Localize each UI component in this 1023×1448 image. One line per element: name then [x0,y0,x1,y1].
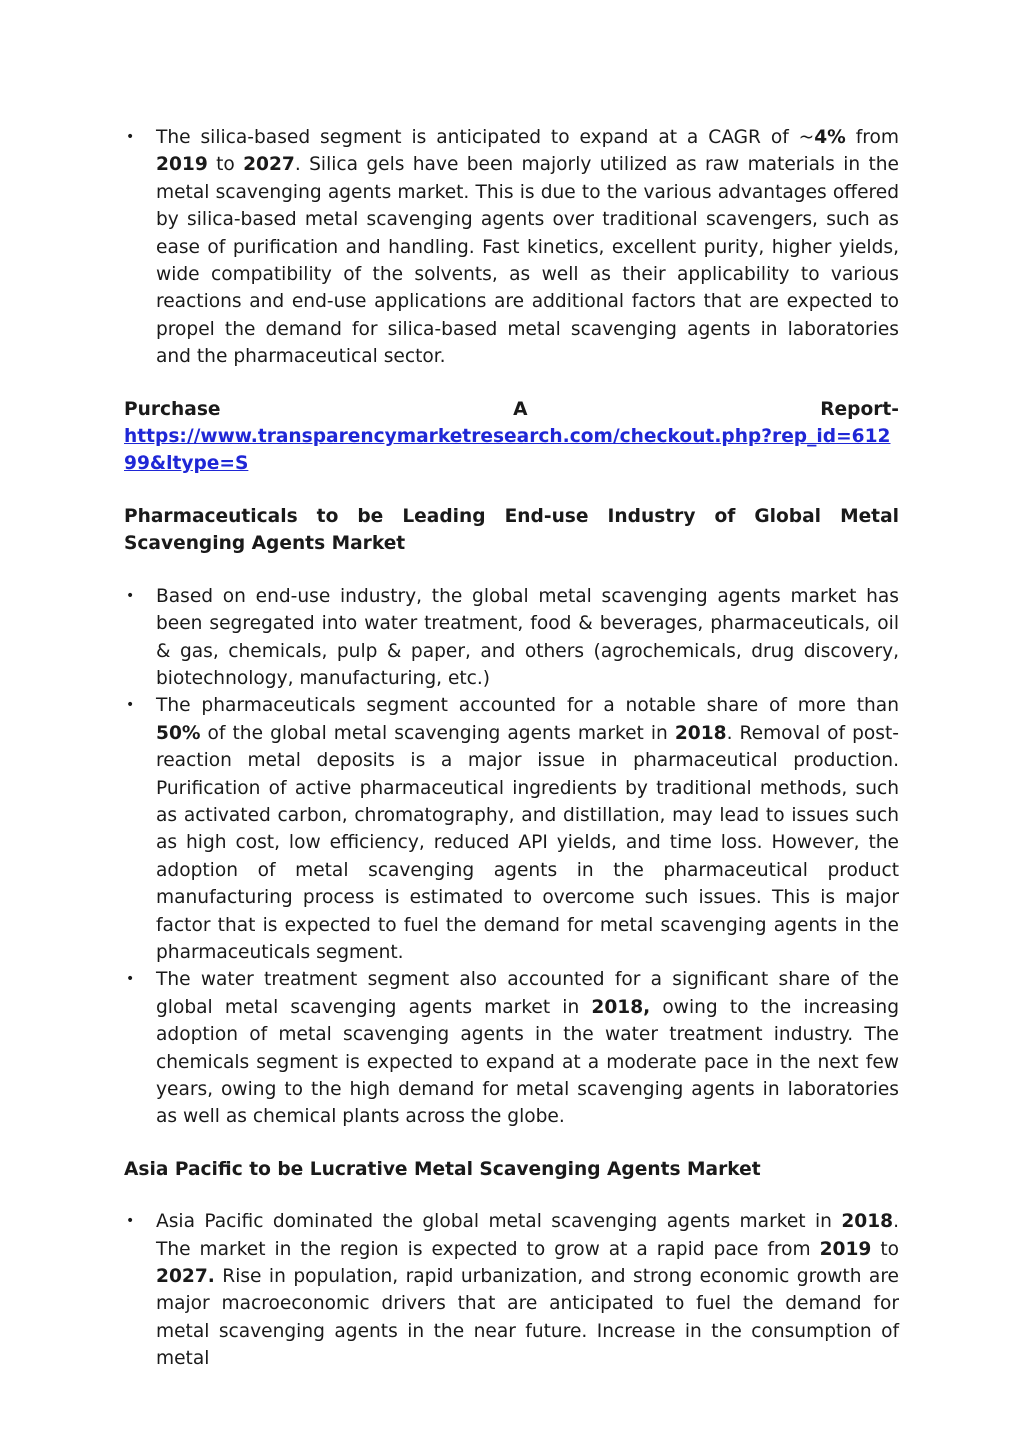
asia-pacific-bullet-list [124,1208,899,1372]
purchase-report-link[interactable]: https://www.transparencymarketresearch.com/checkout.php?rep_id=61299&ltype=S [124,426,891,475]
list-item: • The water treatment segment also accounted for a significant share of the global metal scavenging agents market in 2018, owing to the increasing adoption of metal scavenging agents in the water treatment industry. The chemicals segment is expected to expand at a moderate pace in the next few years, owing to the high demand for metal scavenging agents in laboratories as well as chemical plants across the globe. [124,966,899,1130]
purchase-report-line: Purchase A Report- [124,398,899,420]
silica-bullet-list [124,124,899,371]
list-item: • Based on end-use industry, the global metal scavenging agents market has been segregated into water treatment, food & beverages, pharmaceuticals, oil & gas, chemicals, pulp & paper, and others (agrochemicals, drug discovery, biotechnology, manufacturing, etc.) [124,583,899,693]
document-page [124,124,899,1373]
section-heading-pharmaceuticals: Pharmaceuticals to be Leading End-use Industry of Global Metal Scavenging Agents Market [124,505,899,555]
section-heading-asia-pacific: Asia Pacific to be Lucrative Metal Scavenging Agents Market [124,1158,761,1180]
end-use-bullet-list [124,583,899,1131]
list-item: • The pharmaceuticals segment accounted for a notable share of more than 50% of the global metal scavenging agents market in 2018. Removal of post-reaction metal deposits is a major issue in pharmaceutical production. Purification of active pharmaceutical ingredients by traditional methods, such as activated carbon, chromatography, and distillation, may lead to issues such as high cost, low efficiency, reduced API yields, and time loss. However, the adoption of metal scavenging agents in the pharmaceutical product manufacturing process is estimated to overcome such issues. This is major factor that is expected to fuel the demand for metal scavenging agents in the pharmaceuticals segment. [124,692,899,966]
list-item: • Asia Pacific dominated the global metal scavenging agents market in 2018. The market in the region is expected to grow at a rapid pace from 2019 to 2027. Rise in population, rapid urbanization, and strong economic growth are major macroeconomic drivers that are anticipated to fuel the demand for metal scavenging agents in the near future. Increase in the consumption of metal [124,1208,899,1372]
list-item: • The silica-based segment is anticipated to expand at a CAGR of ~4% from 2019 to 2027. Silica gels have been majorly utilized as raw materials in the metal scavenging agents market. This is due to the various advantages offered by silica-based metal scavenging agents over traditional scavengers, such as ease of purification and handling. Fast kinetics, excellent purity, higher yields, wide compatibility of the solvents, as well as their applicability to various reactions and end-use applications are additional factors that are expected to propel the demand for silica-based metal scavenging agents in laboratories and the pharmaceutical sector. [124,124,899,371]
